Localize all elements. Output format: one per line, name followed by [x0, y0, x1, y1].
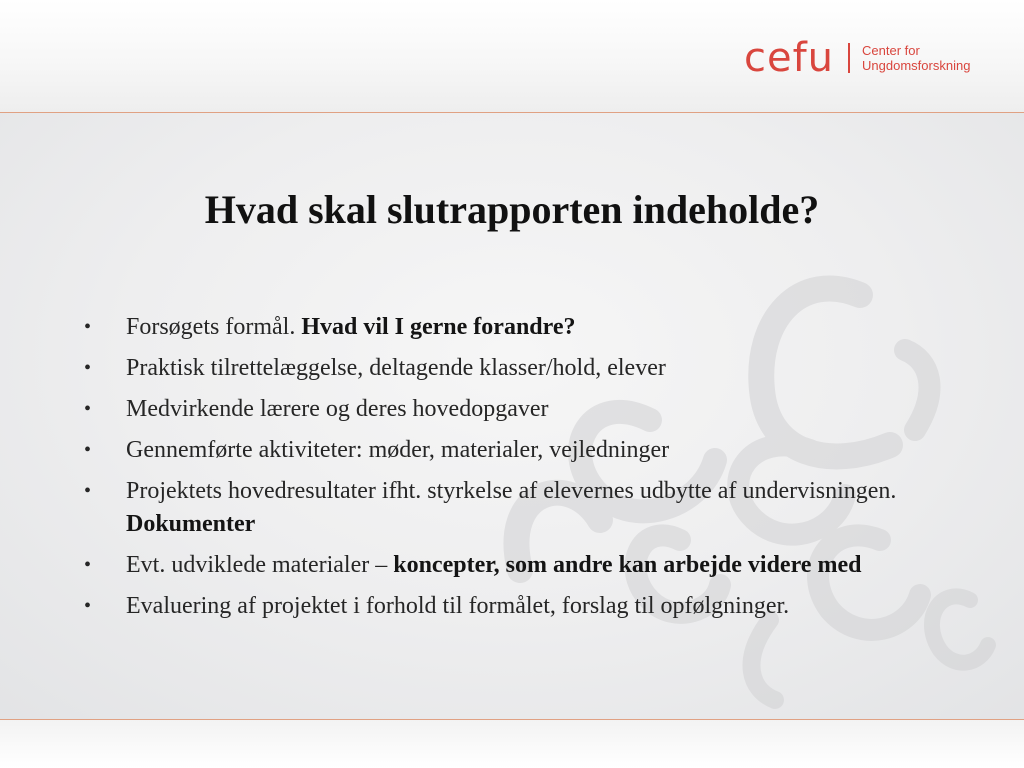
watermark-stroke [751, 620, 775, 700]
bullet-text: Evaluering af projektet i forhold til formålet, forslag til opfølgninger. [126, 593, 790, 619]
bullet-text: Projektets hovedresultater ifht. styrkelse af elevernes udbytte af undervisningen. [126, 478, 897, 504]
bullet-bold-text: Hvad vil I gerne forandre? [301, 314, 576, 340]
bullet-marker: • [84, 595, 92, 617]
bullet-marker: • [84, 480, 92, 502]
bullet-bold-text: koncepter, som andre kan arbejde videre med [393, 552, 862, 578]
bullet-text: Forsøgets formål. [126, 314, 302, 340]
bullet-text: Medvirkende lærere og deres hovedopgaver [126, 396, 549, 422]
bullet-item [84, 393, 944, 426]
bullet-bold-text: Dokumenter [126, 511, 256, 537]
footer-band [0, 720, 1024, 768]
bullet-text: Gennemførte aktiviteter: møder, materialer, vejledninger [126, 437, 670, 463]
bullet-item [84, 352, 944, 385]
bullet-list [84, 311, 944, 631]
bullet-item [84, 434, 944, 467]
logo-subtitle [862, 43, 970, 73]
bullet-marker: • [84, 398, 92, 420]
bullet-marker: • [84, 357, 92, 379]
logo-wordmark: cefu [744, 35, 835, 81]
bullet-item [84, 590, 944, 623]
bullet-item [84, 475, 944, 541]
logo-subtitle-line2: Ungdomsforskning [862, 58, 971, 73]
bullet-marker: • [84, 439, 92, 461]
slide-title: Hvad skal slutrapporten indeholde? [204, 187, 820, 232]
bullet-text: Praktisk tilrettelæggelse, deltagende klasser/hold, elever [126, 355, 666, 381]
bullet-item [84, 549, 944, 582]
bullet-marker: • [84, 554, 92, 576]
cefu-logo [744, 36, 970, 80]
bullet-item [84, 311, 944, 344]
bullet-marker: • [84, 316, 92, 338]
logo-divider [848, 43, 850, 73]
logo-subtitle-line1: Center for [862, 43, 920, 58]
bullet-text: Evt. udviklede materialer – [126, 552, 394, 578]
